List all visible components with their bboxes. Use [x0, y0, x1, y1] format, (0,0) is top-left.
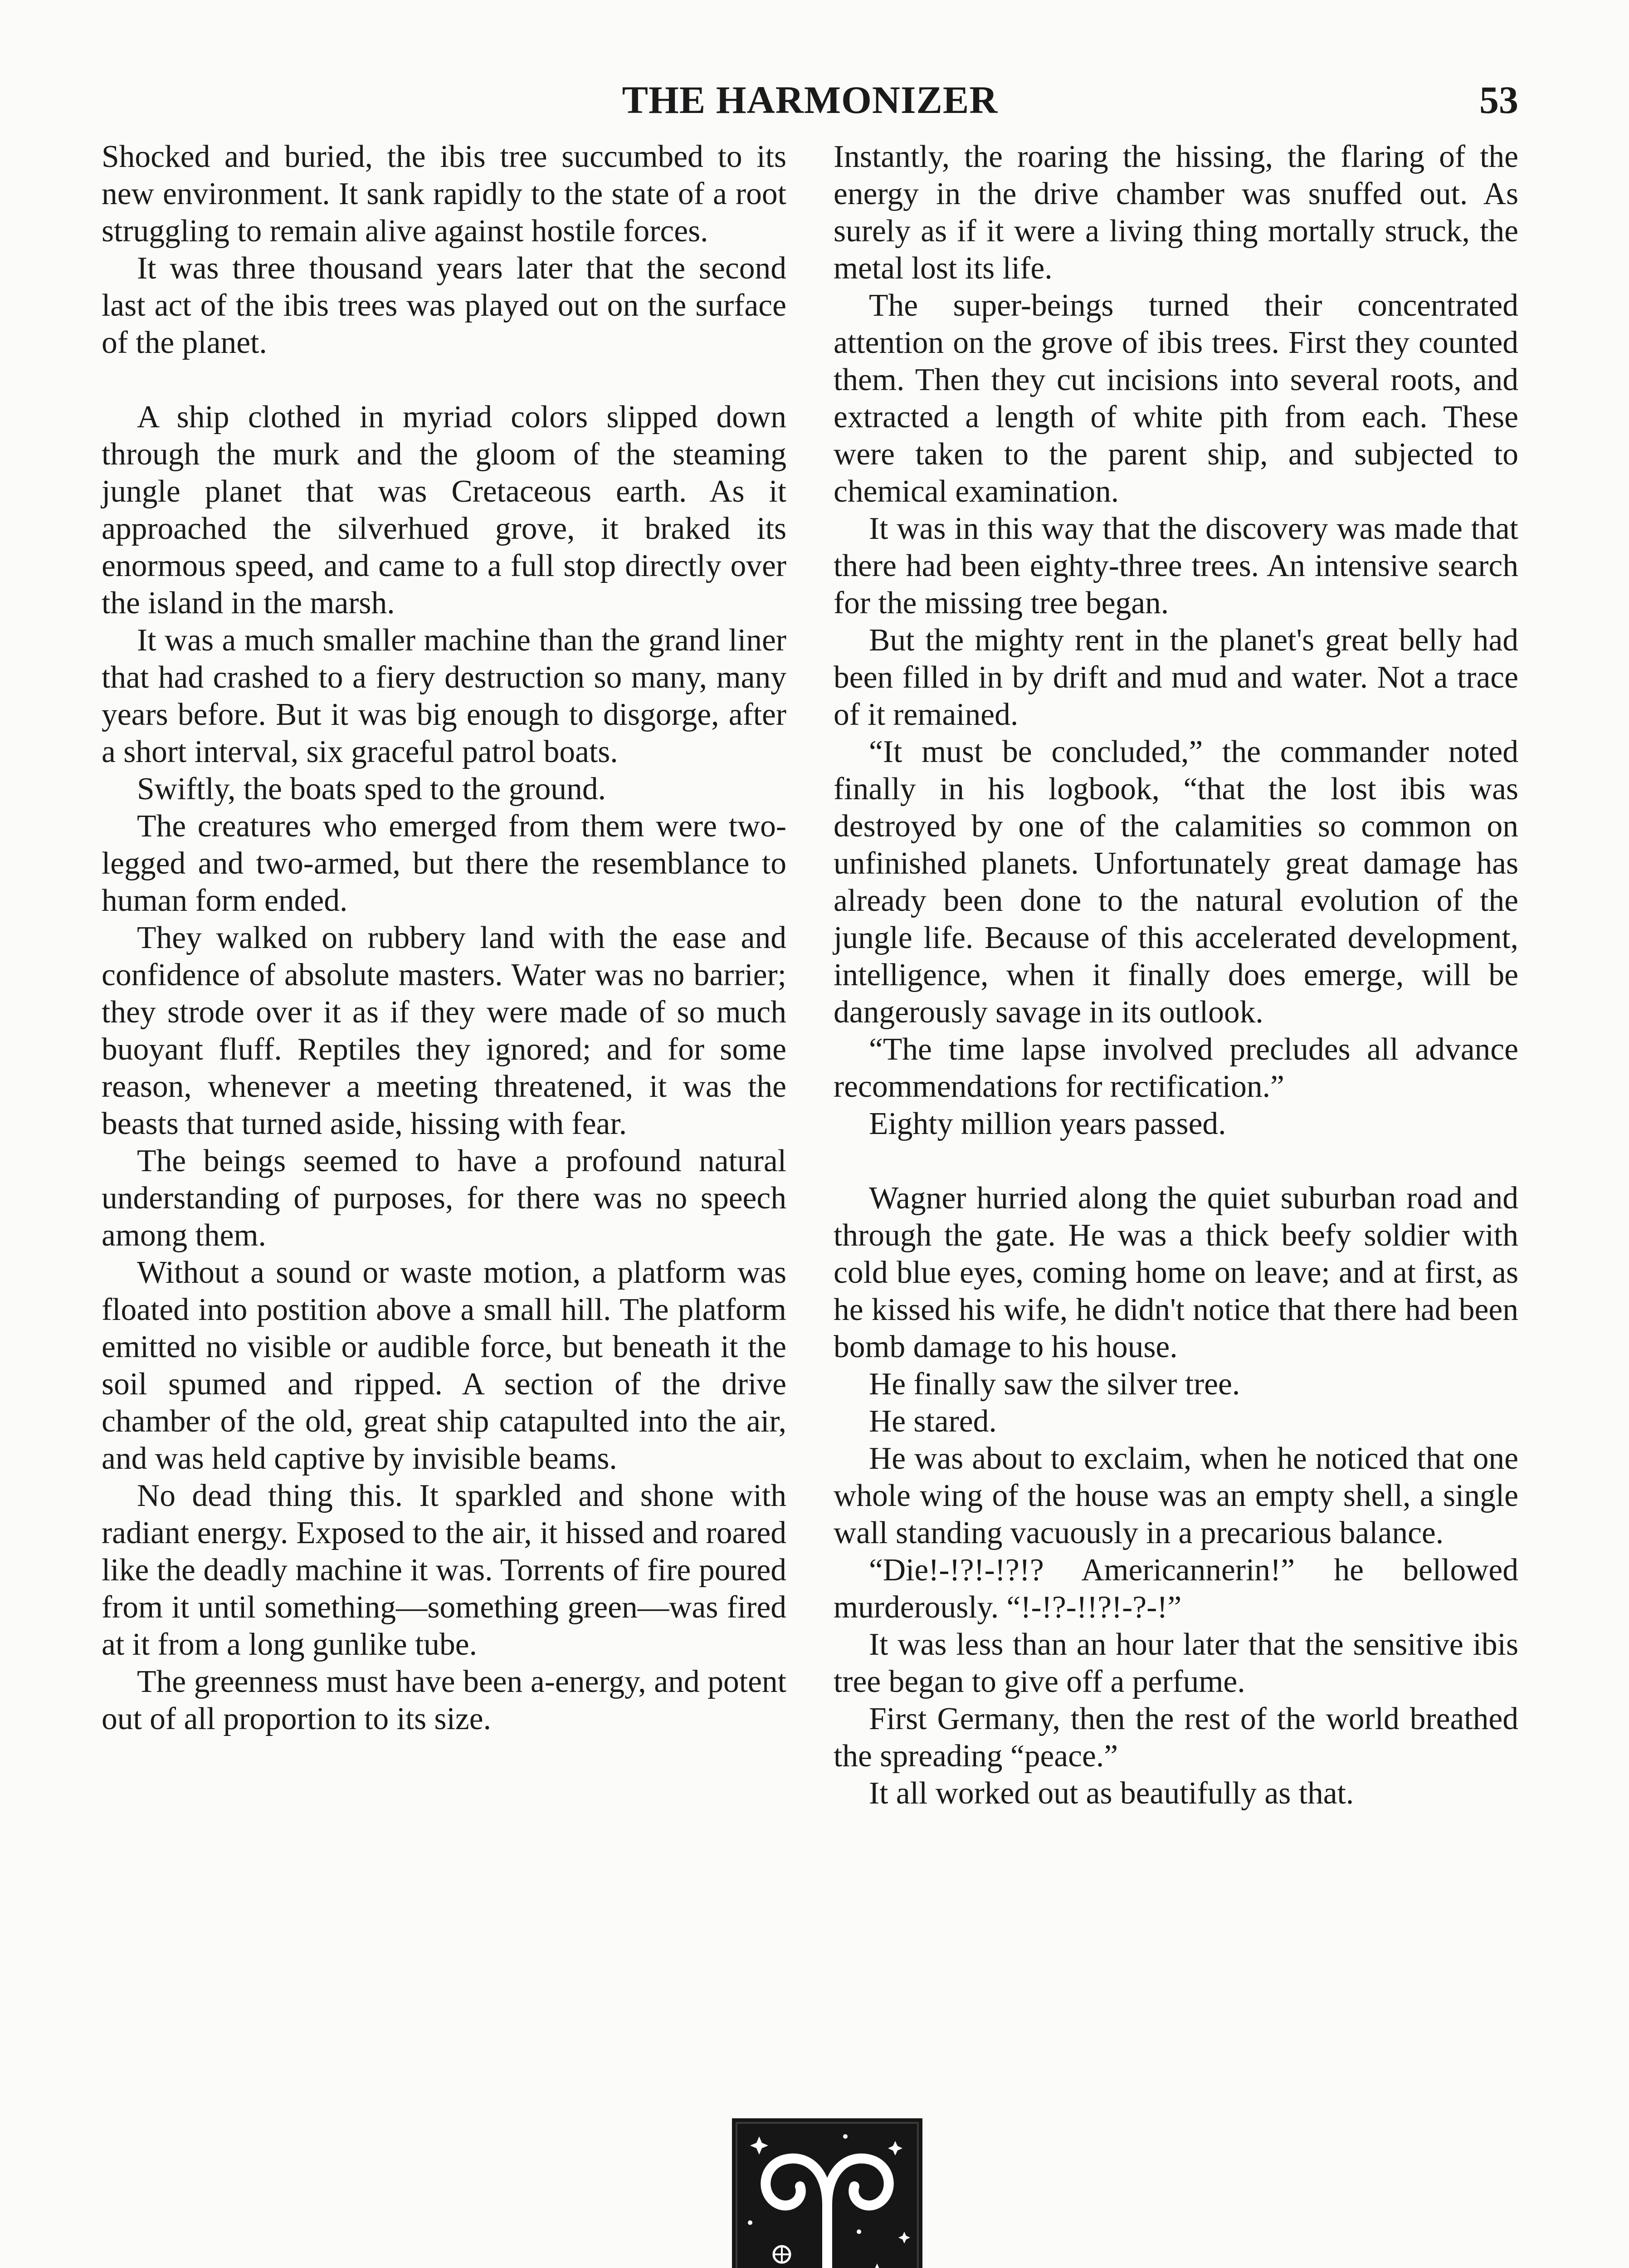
- paragraph: It was three thousand years later that the second last act of the ibis trees was played out on the surface of the planet.: [102, 251, 786, 360]
- paragraph: He was about to exclaim, when he noticed that one whole wing of the house was an empty shell, a single wall standing vacuously in a precarious balance.: [834, 1441, 1518, 1550]
- paragraph: But the mighty rent in the planet's great belly had been filled in by drift and mud and water. Not a trace of it remained.: [834, 623, 1518, 732]
- paragraph: A ship clothed in myriad colors slipped down through the murk and the gloom of the steaming jungle planet that was Cretaceous earth. As it approached the silverhued grove, it braked its enormous speed, and came to a full stop directly over the island in the marsh.: [102, 400, 786, 621]
- paragraph: “The time lapse involved precludes all advance recommendations for rectification.”: [834, 1032, 1518, 1104]
- right-column: [834, 138, 1518, 1812]
- paragraph: He stared.: [869, 1404, 997, 1439]
- page-number: 53: [1479, 78, 1518, 122]
- paragraph: Swiftly, the boats sped to the ground.: [137, 772, 606, 807]
- paragraph: It all worked out as beautifully as that.: [869, 1776, 1354, 1811]
- paragraph: “It must be concluded,” the commander noted finally in his logbook, “that the lost ibis was destroyed by one of the calamities so common on unfinished planets. Unfortunately great damage has already been done to the natural evolution of the jungle life. Because of this accelerated development, intelligence, when it finally does emerge, will be dangerously savage in its outlook.: [834, 734, 1518, 1030]
- left-column: [102, 138, 786, 1738]
- paragraph: The super-beings turned their concentrated attention on the grove of ibis trees. First they counted them. Then they cut incisions into several roots, and extracted a length of white pith from each. These were taken to the parent ship, and subjected to chemical examination.: [834, 288, 1518, 509]
- paragraph: The greenness must have been a-energy, and potent out of all proportion to its size.: [102, 1664, 786, 1736]
- paragraph: No dead thing this. It sparkled and shone with radiant energy. Exposed to the air, it hissed and roared like the deadly machine it was. Torrents of fire poured from it until something—something green—was fired at it from a long gunlike tube.: [102, 1478, 786, 1662]
- paragraph: It was less than an hour later that the sensitive ibis tree began to give off a perfume.: [834, 1627, 1518, 1699]
- paragraph: “Die!-!?!-!?!? Americannerin!” he bellowed murderously. “!-!?-!!?!-?-!”: [834, 1553, 1518, 1625]
- paragraph: Wagner hurried along the quiet suburban road and through the gate. He was a thick beefy soldier with cold blue eyes, coming home on leave; and at first, as he kissed his wife, he didn't notice that there had been bomb damage to his house.: [834, 1181, 1518, 1364]
- page-header: [102, 73, 1518, 127]
- paragraph: Eighty million years passed.: [869, 1106, 1226, 1141]
- paragraph: Without a sound or waste motion, a platform was floated into postition above a small hill. The platform emitted no visible or audible force, but beneath it the soil spumed and ripped. A section of the drive chamber of the old, great ship catapulted into the air, and was held captive by invisible beams.: [102, 1255, 786, 1476]
- paragraph: Instantly, the roaring the hissing, the flaring of the energy in the drive chamber was snuffed out. As surely as if it were a living thing mortally struck, the metal lost its life.: [834, 139, 1518, 286]
- aries-zodiac-icon: [732, 2118, 922, 2268]
- paragraph: Shocked and buried, the ibis tree succumbed to its new environment. It sank rapidly to the state of a root struggling to remain alive against hostile forces.: [102, 139, 786, 249]
- paragraph: The beings seemed to have a profound natural understanding of purposes, for there was no speech among them.: [102, 1144, 786, 1253]
- paragraph: The creatures who emerged from them were two-legged and two-armed, but there the resemblance to human form ended.: [102, 809, 786, 918]
- paragraph: They walked on rubbery land with the ease and confidence of absolute masters. Water was no barrier; they strode over it as if they were made of so much buoyant fluff. Reptiles they ignored; and for some reason, whenever a meeting threatened, it was the beasts that turned aside, hissing with fear.: [102, 920, 786, 1141]
- paragraph: It was in this way that the discovery was made that there had been eighty-three trees. An intensive search for the missing tree began.: [834, 511, 1518, 621]
- paragraph: He finally saw the silver tree.: [869, 1367, 1240, 1402]
- magazine-title: THE HARMONIZER: [622, 78, 998, 122]
- paragraph: It was a much smaller machine than the grand liner that had crashed to a fiery destruction so many, many years before. But it was big enough to disgorge, after a short interval, six graceful patrol boats.: [102, 623, 786, 769]
- paragraph: First Germany, then the rest of the world breathed the spreading “peace.”: [834, 1701, 1518, 1774]
